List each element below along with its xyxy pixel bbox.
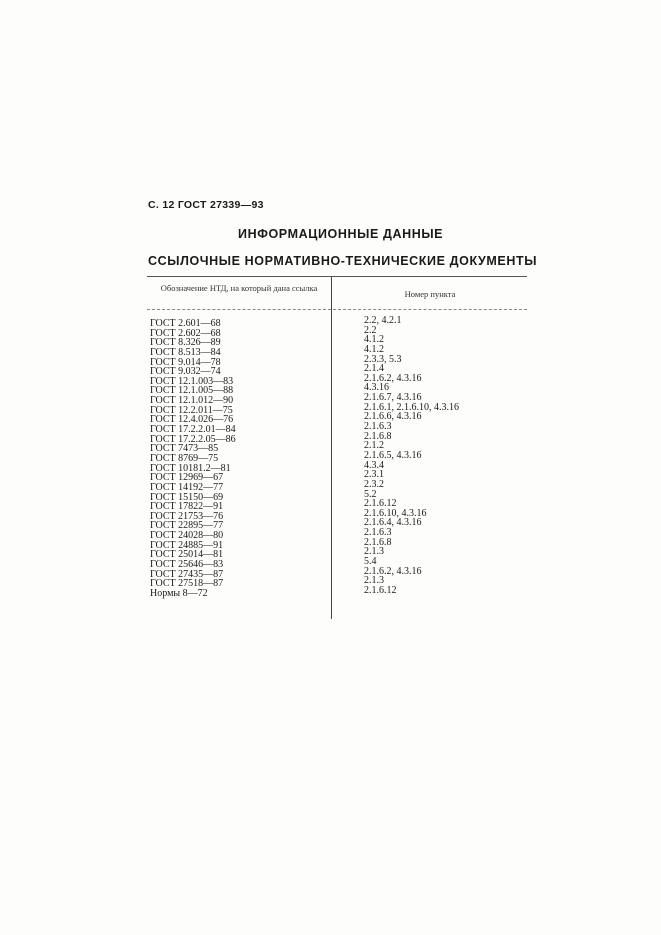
table-cell-clause: 2.1.6.2, 4.3.16 xyxy=(364,372,422,384)
table-cell-document: ГОСТ 17822—91 xyxy=(150,501,224,513)
table-cell-document: ГОСТ 17.2.2.05—86 xyxy=(150,433,236,445)
table-cell-clause: 5.4 xyxy=(364,556,377,568)
table-cell-clause: 2.1.6.12 xyxy=(364,498,397,510)
table-cell-clause: 2.2, 4.2.1 xyxy=(364,315,402,326)
table-cell-clause: 2.1.6.7, 4.3.16 xyxy=(364,392,422,404)
table-cell-clause: 2.1.6.1, 2.1.6.10, 4.3.16 xyxy=(364,401,459,413)
table-cell-document: ГОСТ 15150—69 xyxy=(150,491,224,503)
header-clause-number: Номер пункта xyxy=(404,289,456,299)
table-cell-document: ГОСТ 2.602—68 xyxy=(150,327,221,339)
table-cell-document: ГОСТ 2.601—68 xyxy=(150,318,221,329)
table-cell-document: ГОСТ 25014—81 xyxy=(150,549,224,561)
table-cell-clause: 4.1.2 xyxy=(364,334,384,346)
table-header-rule xyxy=(147,309,527,310)
table-cell-clause: 2.1.3 xyxy=(364,546,384,558)
table-cell-document: ГОСТ 12.1.005—88 xyxy=(150,385,234,397)
table-cell-clause: 2.1.6.5, 4.3.16 xyxy=(364,449,422,461)
page-header: С. 12 ГОСТ 27339—93 xyxy=(148,199,264,211)
table-cell-document: ГОСТ 8769—75 xyxy=(150,452,219,464)
header-document-designation: Обозначение НТД, на который дана ссылка xyxy=(160,283,318,293)
table-cell-document: ГОСТ 7473—85 xyxy=(150,443,219,455)
table-top-rule xyxy=(147,276,527,277)
table-cell-clause: 5.2 xyxy=(364,488,377,500)
table-cell-clause: 2.1.6.3 xyxy=(364,421,392,433)
table-cell-clause: 2.1.6.6, 4.3.16 xyxy=(364,411,422,423)
table-cell-clause: 2.1.6.8 xyxy=(364,536,392,548)
table-cell-clause: 2.1.6.4, 4.3.16 xyxy=(364,517,422,529)
table-cell-document: ГОСТ 24885—91 xyxy=(150,539,224,551)
table-cell-document: ГОСТ 9.032—74 xyxy=(150,366,221,378)
table-cell-document: ГОСТ 14192—77 xyxy=(150,481,224,493)
clause-column xyxy=(364,316,459,596)
document-subtitle: ССЫЛОЧНЫЕ НОРМАТИВНО-ТЕХНИЧЕСКИЕ ДОКУМЕНТЫ xyxy=(148,254,538,268)
table-cell-document: ГОСТ 12.1.003—83 xyxy=(150,375,234,387)
table-cell-clause: 2.1.3 xyxy=(364,575,384,587)
table-cell-document: ГОСТ 8.513—84 xyxy=(150,346,221,358)
table-cell-document: ГОСТ 24028—80 xyxy=(150,530,224,542)
document-title: ИНФОРМАЦИОННЫЕ ДАННЫЕ xyxy=(238,227,444,241)
table-cell-document: ГОСТ 8.326—89 xyxy=(150,337,221,349)
table-cell-document: ГОСТ 27518—87 xyxy=(150,578,224,590)
table-cell-clause: 2.1.6.10, 4.3.16 xyxy=(364,507,427,519)
table-cell-document: ГОСТ 22895—77 xyxy=(150,520,224,532)
table-cell-document: ГОСТ 12969—67 xyxy=(150,472,224,484)
table-cell-clause: 4.3.16 xyxy=(364,382,389,394)
table-cell-clause: 2.1.2 xyxy=(364,440,384,452)
table-cell-document: Нормы 8—72 xyxy=(150,587,208,599)
table-cell-document: ГОСТ 12.4.026—76 xyxy=(150,414,234,426)
table-cell-clause: 2.3.2 xyxy=(364,478,384,490)
table-cell-document: ГОСТ 12.1.012—90 xyxy=(150,395,234,407)
table-cell-clause: 2.1.6.2, 4.3.16 xyxy=(364,565,422,577)
table-cell-clause: 2.2 xyxy=(364,324,377,336)
table-cell-document: ГОСТ 10181.2—81 xyxy=(150,462,231,474)
table-cell-document: ГОСТ 21753—76 xyxy=(150,510,224,522)
table-cell-clause: 2.3.1 xyxy=(364,469,384,481)
table-cell-clause: 2.3.3, 5.3 xyxy=(364,353,402,365)
table-column-divider xyxy=(331,277,332,619)
table-cell-document: ГОСТ 25646—83 xyxy=(150,559,224,571)
table-cell-clause: 2.1.6.12 xyxy=(364,584,397,596)
table-cell-clause: 4.1.2 xyxy=(364,343,384,355)
table-cell-clause: 2.1.4 xyxy=(364,363,384,375)
table-cell-clause: 2.1.6.3 xyxy=(364,527,392,539)
table-cell-document: ГОСТ 27435—87 xyxy=(150,568,224,580)
table-cell-clause: 2.1.6.8 xyxy=(364,430,392,442)
table-cell-clause: 4.3.4 xyxy=(364,459,384,471)
table-cell-document: ГОСТ 17.2.2.01—84 xyxy=(150,424,236,436)
document-column xyxy=(150,319,236,599)
table-cell-document: ГОСТ 9.014—78 xyxy=(150,356,221,368)
table-cell-document: ГОСТ 12.2.011—75 xyxy=(150,404,233,416)
